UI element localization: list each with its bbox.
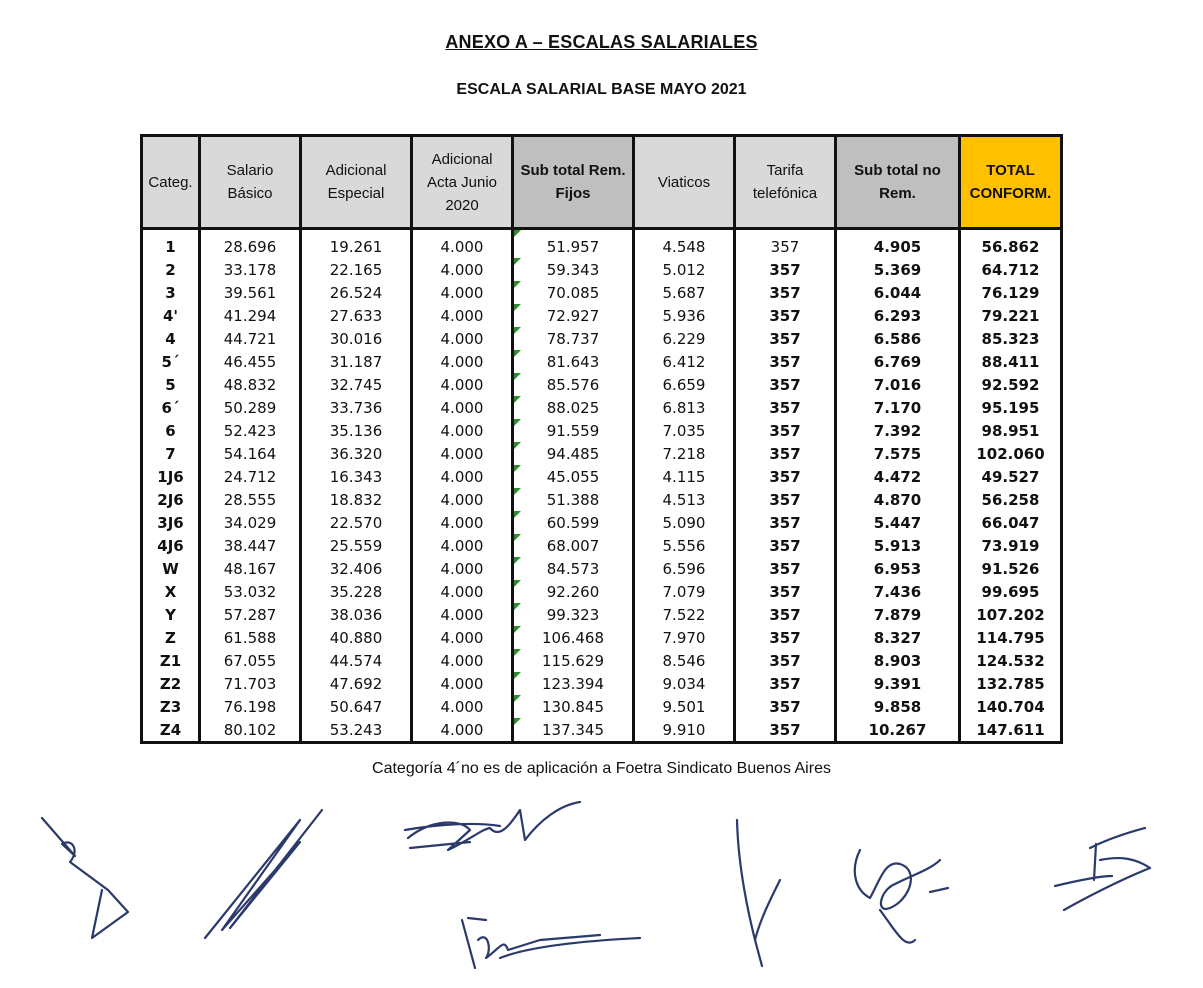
row-adicional-especial: 38.036	[301, 603, 412, 626]
row-salario-basico: 48.167	[200, 557, 301, 580]
row-adicional-acta: 4.000	[412, 229, 513, 259]
row-adicional-especial: 32.406	[301, 557, 412, 580]
table-row	[142, 695, 1062, 718]
row-subtotal-no-rem: 8.327	[836, 626, 960, 649]
row-salario-basico: 24.712	[200, 465, 301, 488]
row-adicional-especial: 26.524	[301, 281, 412, 304]
row-categ: 7	[142, 442, 200, 465]
row-tarifa: 357	[735, 258, 836, 281]
row-viaticos: 6.813	[634, 396, 735, 419]
row-categ: 4	[142, 327, 200, 350]
row-subtotal-no-rem: 6.769	[836, 350, 960, 373]
row-adicional-acta: 4.000	[412, 718, 513, 743]
row-subtotal-no-rem: 7.016	[836, 373, 960, 396]
row-adicional-especial: 18.832	[301, 488, 412, 511]
row-viaticos: 7.218	[634, 442, 735, 465]
row-total: 98.951	[960, 419, 1062, 442]
header-tarifa: Tarifa telefónica	[735, 136, 836, 229]
row-total: 95.195	[960, 396, 1062, 419]
row-categ: Z3	[142, 695, 200, 718]
row-salario-basico: 44.721	[200, 327, 301, 350]
row-adicional-acta: 4.000	[412, 258, 513, 281]
table-row	[142, 534, 1062, 557]
row-categ: 3J6	[142, 511, 200, 534]
row-categ: X	[142, 580, 200, 603]
row-adicional-acta: 4.000	[412, 626, 513, 649]
row-tarifa: 357	[735, 511, 836, 534]
row-viaticos: 5.012	[634, 258, 735, 281]
table-row	[142, 327, 1062, 350]
row-categ: Z1	[142, 649, 200, 672]
row-categ: 3	[142, 281, 200, 304]
row-salario-basico: 28.696	[200, 229, 301, 259]
row-categ: 1	[142, 229, 200, 259]
table-row	[142, 419, 1062, 442]
row-tarifa: 357	[735, 465, 836, 488]
row-subtotal-rem: 72.927	[513, 304, 634, 327]
row-subtotal-rem: 59.343	[513, 258, 634, 281]
row-categ: 4'	[142, 304, 200, 327]
row-tarifa: 357	[735, 695, 836, 718]
header-total: TOTAL CONFORM.	[960, 136, 1062, 229]
row-adicional-acta: 4.000	[412, 327, 513, 350]
row-subtotal-no-rem: 9.858	[836, 695, 960, 718]
row-adicional-especial: 50.647	[301, 695, 412, 718]
row-subtotal-no-rem: 6.953	[836, 557, 960, 580]
row-adicional-especial: 16.343	[301, 465, 412, 488]
row-subtotal-rem: 115.629	[513, 649, 634, 672]
signature-3	[405, 802, 580, 850]
row-categ: 5´	[142, 350, 200, 373]
row-subtotal-rem: 99.323	[513, 603, 634, 626]
row-adicional-acta: 4.000	[412, 373, 513, 396]
table-row	[142, 442, 1062, 465]
row-adicional-acta: 4.000	[412, 649, 513, 672]
row-total: 91.526	[960, 557, 1062, 580]
row-subtotal-no-rem: 7.392	[836, 419, 960, 442]
row-total: 132.785	[960, 672, 1062, 695]
header-salario-basico: Salario Básico	[200, 136, 301, 229]
row-viaticos: 4.115	[634, 465, 735, 488]
row-total: 66.047	[960, 511, 1062, 534]
table-row	[142, 304, 1062, 327]
row-categ: 4J6	[142, 534, 200, 557]
row-adicional-especial: 19.261	[301, 229, 412, 259]
row-subtotal-no-rem: 6.293	[836, 304, 960, 327]
row-subtotal-rem: 81.643	[513, 350, 634, 373]
table-row	[142, 672, 1062, 695]
header-subtotal-rem: Sub total Rem. Fijos	[513, 136, 634, 229]
row-total: 124.532	[960, 649, 1062, 672]
table-row	[142, 626, 1062, 649]
row-adicional-especial: 33.736	[301, 396, 412, 419]
row-salario-basico: 54.164	[200, 442, 301, 465]
row-viaticos: 7.522	[634, 603, 735, 626]
row-tarifa: 357	[735, 672, 836, 695]
row-tarifa: 357	[735, 718, 836, 743]
row-viaticos: 7.035	[634, 419, 735, 442]
row-subtotal-rem: 85.576	[513, 373, 634, 396]
row-tarifa: 357	[735, 327, 836, 350]
row-tarifa: 357	[735, 229, 836, 259]
row-adicional-especial: 22.570	[301, 511, 412, 534]
row-subtotal-no-rem: 6.586	[836, 327, 960, 350]
row-adicional-acta: 4.000	[412, 488, 513, 511]
row-adicional-acta: 4.000	[412, 465, 513, 488]
row-adicional-especial: 47.692	[301, 672, 412, 695]
row-adicional-especial: 32.745	[301, 373, 412, 396]
row-adicional-acta: 4.000	[412, 672, 513, 695]
row-subtotal-no-rem: 4.870	[836, 488, 960, 511]
header-adicional-acta: Adicional Acta Junio 2020	[412, 136, 513, 229]
row-salario-basico: 57.287	[200, 603, 301, 626]
row-subtotal-rem: 60.599	[513, 511, 634, 534]
row-subtotal-no-rem: 4.472	[836, 465, 960, 488]
row-tarifa: 357	[735, 557, 836, 580]
row-subtotal-rem: 70.085	[513, 281, 634, 304]
row-salario-basico: 52.423	[200, 419, 301, 442]
row-subtotal-rem: 137.345	[513, 718, 634, 743]
row-adicional-especial: 25.559	[301, 534, 412, 557]
row-salario-basico: 67.055	[200, 649, 301, 672]
table-row	[142, 557, 1062, 580]
row-viaticos: 9.910	[634, 718, 735, 743]
row-tarifa: 357	[735, 488, 836, 511]
row-subtotal-rem: 78.737	[513, 327, 634, 350]
row-subtotal-no-rem: 7.436	[836, 580, 960, 603]
header-viaticos: Viaticos	[634, 136, 735, 229]
row-adicional-especial: 30.016	[301, 327, 412, 350]
row-categ: 5	[142, 373, 200, 396]
header-subtotal-no-rem: Sub total no Rem.	[836, 136, 960, 229]
signature-5	[737, 820, 780, 966]
row-salario-basico: 39.561	[200, 281, 301, 304]
row-adicional-acta: 4.000	[412, 442, 513, 465]
row-total: 107.202	[960, 603, 1062, 626]
row-viaticos: 8.546	[634, 649, 735, 672]
row-adicional-especial: 35.228	[301, 580, 412, 603]
row-subtotal-rem: 45.055	[513, 465, 634, 488]
row-categ: 6	[142, 419, 200, 442]
row-viaticos: 4.548	[634, 229, 735, 259]
salary-scale-table	[140, 134, 1063, 744]
row-tarifa: 357	[735, 396, 836, 419]
row-adicional-especial: 27.633	[301, 304, 412, 327]
row-categ: Z4	[142, 718, 200, 743]
row-viaticos: 9.034	[634, 672, 735, 695]
table-row	[142, 281, 1062, 304]
table-row	[142, 258, 1062, 281]
table-row	[142, 373, 1062, 396]
header-categ: Categ.	[142, 136, 200, 229]
row-subtotal-rem: 130.845	[513, 695, 634, 718]
row-subtotal-rem: 68.007	[513, 534, 634, 557]
row-viaticos: 5.936	[634, 304, 735, 327]
footnote: Categoría 4´no es de aplicación a Foetra Sindicato Buenos Aires	[372, 760, 831, 777]
row-salario-basico: 61.588	[200, 626, 301, 649]
row-adicional-acta: 4.000	[412, 580, 513, 603]
row-salario-basico: 33.178	[200, 258, 301, 281]
row-categ: Z	[142, 626, 200, 649]
row-categ: 2	[142, 258, 200, 281]
row-tarifa: 357	[735, 603, 836, 626]
document-subtitle: ESCALA SALARIAL BASE MAYO 2021	[456, 81, 747, 98]
row-subtotal-rem: 88.025	[513, 396, 634, 419]
row-categ: 1J6	[142, 465, 200, 488]
row-subtotal-no-rem: 8.903	[836, 649, 960, 672]
row-categ: 2J6	[142, 488, 200, 511]
row-adicional-acta: 4.000	[412, 350, 513, 373]
row-total: 56.258	[960, 488, 1062, 511]
signatures-area	[0, 780, 1203, 985]
row-subtotal-no-rem: 6.044	[836, 281, 960, 304]
row-total: 102.060	[960, 442, 1062, 465]
row-subtotal-rem: 106.468	[513, 626, 634, 649]
row-tarifa: 357	[735, 580, 836, 603]
row-salario-basico: 48.832	[200, 373, 301, 396]
row-adicional-acta: 4.000	[412, 511, 513, 534]
signature-6	[855, 850, 948, 943]
row-total: 76.129	[960, 281, 1062, 304]
row-categ: Z2	[142, 672, 200, 695]
row-salario-basico: 71.703	[200, 672, 301, 695]
table-body	[142, 229, 1062, 743]
row-subtotal-no-rem: 5.369	[836, 258, 960, 281]
row-subtotal-no-rem: 7.170	[836, 396, 960, 419]
row-viaticos: 5.090	[634, 511, 735, 534]
row-viaticos: 4.513	[634, 488, 735, 511]
row-adicional-especial: 22.165	[301, 258, 412, 281]
row-tarifa: 357	[735, 304, 836, 327]
row-subtotal-no-rem: 10.267	[836, 718, 960, 743]
row-adicional-especial: 44.574	[301, 649, 412, 672]
row-salario-basico: 34.029	[200, 511, 301, 534]
row-categ: 6´	[142, 396, 200, 419]
row-viaticos: 6.596	[634, 557, 735, 580]
row-total: 92.592	[960, 373, 1062, 396]
row-salario-basico: 76.198	[200, 695, 301, 718]
row-adicional-especial: 53.243	[301, 718, 412, 743]
row-adicional-acta: 4.000	[412, 304, 513, 327]
row-viaticos: 5.687	[634, 281, 735, 304]
row-total: 64.712	[960, 258, 1062, 281]
row-total: 56.862	[960, 229, 1062, 259]
row-adicional-especial: 36.320	[301, 442, 412, 465]
row-total: 99.695	[960, 580, 1062, 603]
row-subtotal-no-rem: 5.913	[836, 534, 960, 557]
row-tarifa: 357	[735, 649, 836, 672]
table-row	[142, 396, 1062, 419]
row-adicional-acta: 4.000	[412, 534, 513, 557]
row-subtotal-no-rem: 7.575	[836, 442, 960, 465]
signature-2	[205, 810, 322, 938]
table-row	[142, 488, 1062, 511]
header-adicional-especial: Adicional Especial	[301, 136, 412, 229]
table-header-row	[142, 136, 1062, 229]
row-subtotal-rem: 123.394	[513, 672, 634, 695]
row-subtotal-no-rem: 9.391	[836, 672, 960, 695]
row-subtotal-rem: 94.485	[513, 442, 634, 465]
row-tarifa: 357	[735, 626, 836, 649]
table-row	[142, 580, 1062, 603]
row-adicional-acta: 4.000	[412, 557, 513, 580]
row-salario-basico: 46.455	[200, 350, 301, 373]
row-total: 73.919	[960, 534, 1062, 557]
signature-7	[1055, 828, 1150, 910]
row-total: 147.611	[960, 718, 1062, 743]
row-total: 79.221	[960, 304, 1062, 327]
row-adicional-acta: 4.000	[412, 419, 513, 442]
row-viaticos: 9.501	[634, 695, 735, 718]
row-subtotal-no-rem: 5.447	[836, 511, 960, 534]
row-tarifa: 357	[735, 373, 836, 396]
row-categ: Y	[142, 603, 200, 626]
document-title: ANEXO A – ESCALAS SALARIALES	[445, 32, 758, 52]
row-salario-basico: 38.447	[200, 534, 301, 557]
row-viaticos: 6.229	[634, 327, 735, 350]
row-viaticos: 7.079	[634, 580, 735, 603]
row-subtotal-rem: 91.559	[513, 419, 634, 442]
row-total: 49.527	[960, 465, 1062, 488]
row-tarifa: 357	[735, 442, 836, 465]
row-viaticos: 5.556	[634, 534, 735, 557]
table-row	[142, 603, 1062, 626]
row-salario-basico: 80.102	[200, 718, 301, 743]
row-tarifa: 357	[735, 419, 836, 442]
row-adicional-acta: 4.000	[412, 695, 513, 718]
row-viaticos: 6.412	[634, 350, 735, 373]
table-row	[142, 649, 1062, 672]
row-tarifa: 357	[735, 350, 836, 373]
row-tarifa: 357	[735, 534, 836, 557]
table-row	[142, 350, 1062, 373]
row-total: 88.411	[960, 350, 1062, 373]
row-total: 114.795	[960, 626, 1062, 649]
row-subtotal-rem: 51.957	[513, 229, 634, 259]
row-viaticos: 7.970	[634, 626, 735, 649]
row-adicional-especial: 35.136	[301, 419, 412, 442]
row-tarifa: 357	[735, 281, 836, 304]
signature-1	[42, 818, 128, 938]
table-row	[142, 511, 1062, 534]
row-total: 85.323	[960, 327, 1062, 350]
row-subtotal-no-rem: 4.905	[836, 229, 960, 259]
table-row	[142, 229, 1062, 259]
row-adicional-acta: 4.000	[412, 603, 513, 626]
row-adicional-especial: 31.187	[301, 350, 412, 373]
row-salario-basico: 53.032	[200, 580, 301, 603]
table-row	[142, 718, 1062, 743]
row-adicional-acta: 4.000	[412, 281, 513, 304]
table-row	[142, 465, 1062, 488]
row-subtotal-rem: 84.573	[513, 557, 634, 580]
row-adicional-acta: 4.000	[412, 396, 513, 419]
row-subtotal-rem: 51.388	[513, 488, 634, 511]
row-salario-basico: 41.294	[200, 304, 301, 327]
row-total: 140.704	[960, 695, 1062, 718]
row-salario-basico: 28.555	[200, 488, 301, 511]
signature-4	[462, 918, 640, 968]
row-subtotal-rem: 92.260	[513, 580, 634, 603]
row-salario-basico: 50.289	[200, 396, 301, 419]
row-subtotal-no-rem: 7.879	[836, 603, 960, 626]
row-viaticos: 6.659	[634, 373, 735, 396]
row-adicional-especial: 40.880	[301, 626, 412, 649]
row-categ: W	[142, 557, 200, 580]
